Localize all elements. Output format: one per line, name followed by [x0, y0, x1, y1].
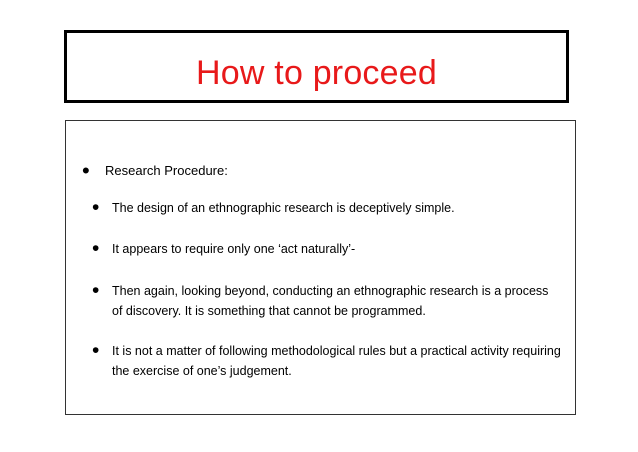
main-bullet-item	[82, 160, 228, 182]
sub-bullet-item	[92, 198, 562, 218]
slide-title: How to proceed	[196, 54, 437, 92]
bullet-icon: •	[92, 237, 100, 260]
bullet-icon: •	[82, 158, 90, 183]
bullet-icon: •	[92, 196, 100, 219]
title-box	[64, 30, 569, 103]
sub-bullet-item	[92, 341, 562, 381]
sub-bullet-text: It appears to require only one ‘act naturally’-	[112, 242, 356, 256]
bullet-icon: •	[92, 339, 100, 362]
sub-bullet-text: Then again, looking beyond, conducting an ethnographic research is a process of discovery. It is something that cannot be programmed.	[112, 284, 549, 318]
bullet-icon: •	[92, 279, 100, 302]
main-bullet-text: Research Procedure:	[105, 163, 228, 178]
sub-bullet-text: It is not a matter of following methodological rules but a practical activity requiring the exercise of one’s judgement.	[112, 344, 561, 378]
sub-bullet-item	[92, 239, 562, 259]
sub-bullet-text: The design of an ethnographic research is deceptively simple.	[112, 201, 455, 215]
sub-bullet-item	[92, 281, 562, 321]
